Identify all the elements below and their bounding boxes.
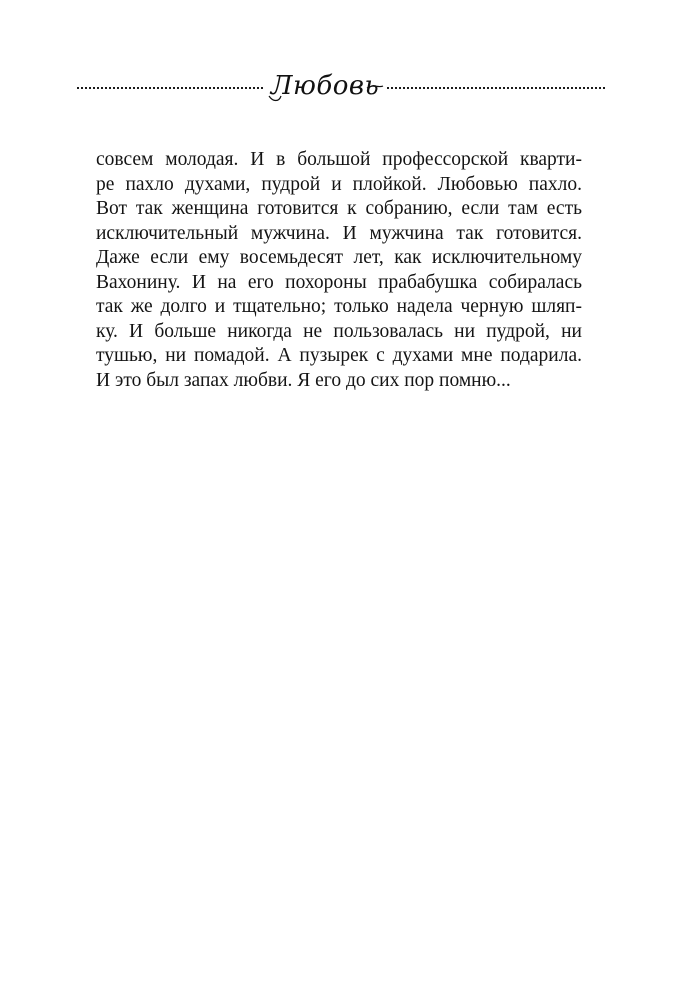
text-line: ку. И больше никогда не пользовалась ни пудрой, ни bbox=[96, 320, 582, 342]
text-line: совсем молодая. И в большой профессорской кварти- bbox=[96, 149, 582, 170]
header-flourish-icon bbox=[263, 66, 387, 110]
header-dotted-rule-right bbox=[387, 87, 605, 89]
body-text bbox=[96, 148, 582, 393]
text-line: тушью, ни помадой. А пузырек с духами мне подарила. bbox=[96, 345, 582, 366]
text-line: Вахонину. И на его похороны прабабушка собиралась bbox=[96, 271, 582, 293]
header-title: Любовь bbox=[270, 71, 380, 101]
text-line: Даже если ему восемьдесят лет, как исключительному bbox=[96, 247, 582, 268]
text-line: исключительный мужчина. И мужчина так готовится. bbox=[96, 222, 582, 244]
text-line: Вот так женщина готовится к собранию, если там есть bbox=[96, 198, 582, 219]
text-line: И это был запах любви. Я его до сих пор помню... bbox=[96, 369, 511, 391]
text-line: так же долго и тщательно; только надела черную шляп- bbox=[96, 296, 582, 317]
text-line: ре пахло духами, пудрой и плойкой. Любовью пахло. bbox=[96, 173, 582, 195]
header-dotted-rule-left bbox=[77, 87, 263, 89]
running-header bbox=[77, 66, 605, 110]
